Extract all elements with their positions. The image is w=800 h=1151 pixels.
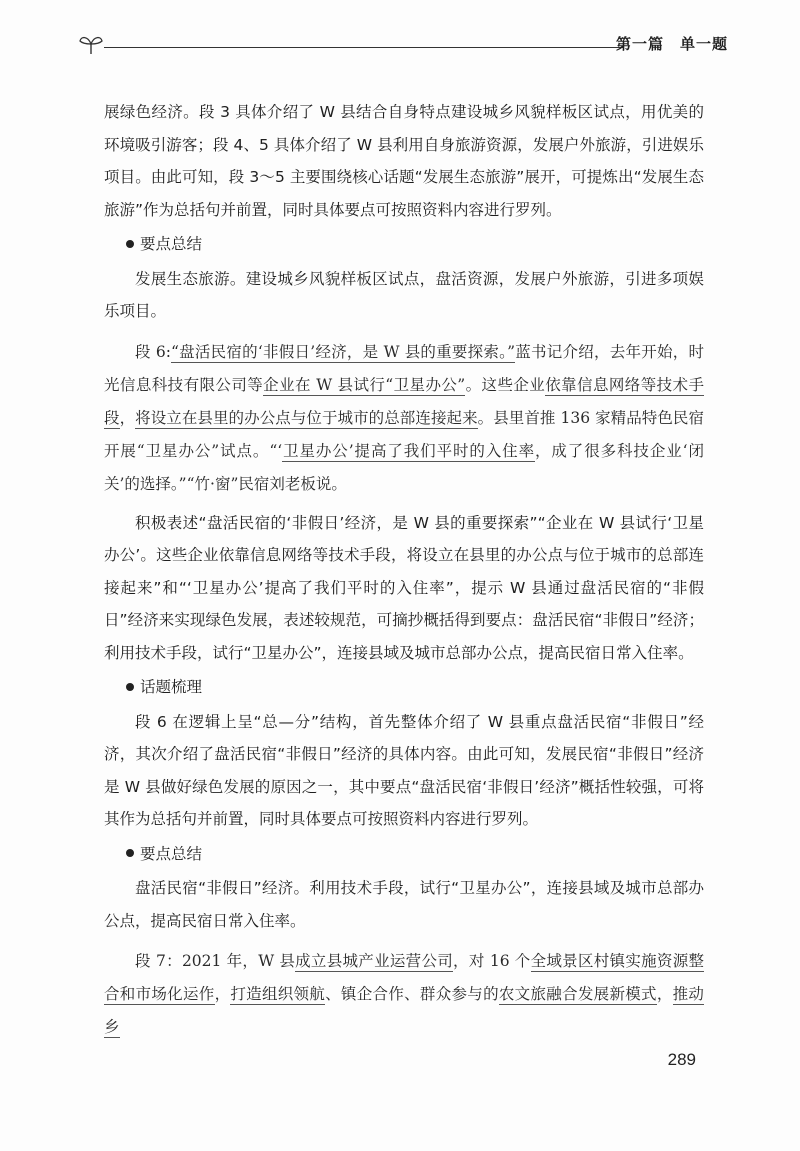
source-6-text-1: 蓝书记介绍，去年开始，时光信息科技有限公司等 <box>104 342 704 394</box>
underline-7-3: 打造组织领航 <box>230 985 326 1003</box>
bullet-dot-icon <box>126 849 134 857</box>
source-paragraph-6 <box>104 336 704 501</box>
paragraph-analysis-6: 积极表述“盘活民宿的‘非假日’经济，是 W 县的重要探索”“企业在 W 县试行‘卫星办公’。这些企业依靠信息网络等技术手段，将设立在县里的办公点与位于城市的总部连接起来”和“‘卫星办公’提高了我们平时的入住率”，提示 W 县通过盘活民宿的“非假日”经济来实现绿色发展，表述较规范，可摘抄概括得到要点：盘活民宿“非假日”经济；利用技术手段，试行“卫星办公”，连接县域及城市总部办公点，提高民宿日常入住率。 <box>104 513 704 662</box>
bullet-heading-summary-2 <box>126 838 704 871</box>
underline-7-1: 成立县城产业运营公司 <box>295 952 454 970</box>
header-rule <box>104 47 624 48</box>
source-7-prefix: 段 7：2021 年，W 县 <box>135 952 296 970</box>
underline-6-3: 依靠信息网络等技术手段 <box>104 375 704 427</box>
source-7-text-4: ， <box>656 985 673 1003</box>
running-header <box>78 30 728 64</box>
source-7-text-1: ，对 16 个 <box>453 952 531 970</box>
underline-6-2: 企业在 W 县试行“卫星办公” <box>263 375 466 394</box>
paragraph-analysis-3-5: 展绿色经济。段 3 具体介绍了 W 县结合自身特点建设城乡风貌样板区试点，用优美的环境吸引游客；段 4、5 具体介绍了 W 县利用自身旅游资源，发展户外旅游，引进娱乐项目。由此可知，段 3～5 主要围绕核心话题“发展生态旅游”展开，可提炼出“发展生态旅游”作为总括句并前置，同时具体要点可按照资料内容进行罗列。 <box>104 103 704 219</box>
source-6-text-4: 。县里首推 136 家精品特色民宿开展“卫星办公”试点。“‘ <box>104 408 704 460</box>
bullet-dot-icon <box>126 240 134 248</box>
source-6-text-2: 。这些企业 <box>465 375 546 394</box>
underline-6-5: 卫星办公’提高了我们平时的入住率 <box>282 441 535 460</box>
paragraph-topic-6: 段 6 在逻辑上呈“总—分”结构，首先整体介绍了 W 县重点盘活民宿“非假日”经济，其次介绍了盘活民宿“非假日”经济的具体内容。由此可知，发展民宿“非假日”经济是 W 县做好绿色发展的原因之一，其中要点“盘活民宿‘非假日’经济”概括性较强，可将其作为总括句并前置，同时具体要点可按照资料内容进行罗列。 <box>104 712 704 828</box>
bullet-heading-summary-1 <box>126 228 704 261</box>
bullet-heading-label: 话题梳理 <box>140 678 203 696</box>
underline-6-4: 将设立在县里的办公点与位于城市的总部连接起来 <box>135 408 478 427</box>
source-7-text-3: 、镇企合作、群众参与的 <box>325 985 499 1003</box>
underline-7-4: 农文旅融合发展新模式 <box>498 985 657 1003</box>
page-number: 289 <box>667 1050 696 1069</box>
header-title: 第一篇 单一题 <box>615 35 728 53</box>
page-body <box>104 96 704 1050</box>
underline-7-5: 推动乡 <box>104 985 704 1036</box>
bullet-heading-label: 要点总结 <box>140 235 203 253</box>
underline-6-1: “盘活民宿的‘非假日’经济，是 W 县的重要探索。” <box>171 342 516 361</box>
source-6-prefix: 段 6: <box>135 342 171 361</box>
source-paragraph-7 <box>104 945 704 1044</box>
source-6-text-5: ，成了很多科技企业‘闭关’的选择。”“竹·窗”民宿刘老板说。 <box>104 441 704 493</box>
source-6-text-3: ， <box>119 408 136 427</box>
bullet-heading-topic <box>126 671 704 704</box>
bullet-heading-label: 要点总结 <box>140 844 203 863</box>
source-7-text-2: ， <box>214 985 231 1003</box>
underline-7-2: 全域景区村镇实施资源整合和市场化运作 <box>104 952 704 1003</box>
paragraph-summary-1: 发展生态旅游。建设城乡风貌样板区试点，盘活资源，发展户外旅游，引进多项娱乐项目。 <box>104 269 704 320</box>
paragraph-summary-2: 盘活民宿“非假日”经济。利用技术手段，试行“卫星办公”，连接县域及城市总部办公点，提高民宿日常入住率。 <box>104 879 704 930</box>
sprout-icon <box>78 32 104 56</box>
bullet-dot-icon <box>126 683 134 691</box>
